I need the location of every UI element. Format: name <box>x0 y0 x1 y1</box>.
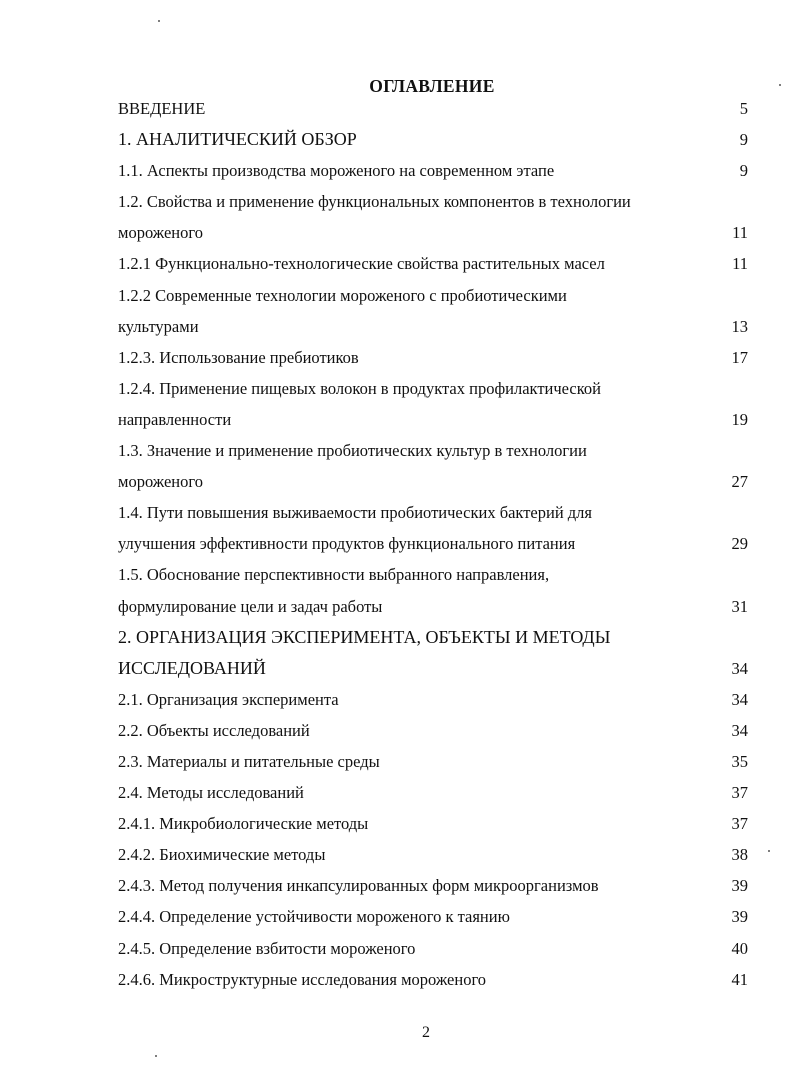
toc-entry <box>118 248 748 279</box>
toc-entry <box>118 124 748 155</box>
toc-entry-text: направленности <box>118 409 232 429</box>
toc-entry-text: 2.4.5. Определение взбитости мороженого <box>118 938 416 958</box>
toc-entry-text: 1.5. Обоснование перспективности выбранного направления, <box>118 565 550 585</box>
toc-entry <box>118 653 748 684</box>
toc-entry <box>118 217 748 248</box>
toc-entry-page: 27 <box>731 472 748 492</box>
toc-entry <box>118 591 748 622</box>
toc-entry <box>118 964 748 995</box>
toc-entry-page: 39 <box>731 876 748 896</box>
toc-entry-page: 37 <box>731 814 748 834</box>
toc-entry <box>118 186 748 217</box>
toc-entry <box>118 280 748 311</box>
toc-entry <box>118 155 748 186</box>
toc-entry-text: 1. АНАЛИТИЧЕСКИЙ ОБЗОР <box>118 129 357 150</box>
toc-entry-page: 11 <box>732 223 748 243</box>
toc-entry-page: 13 <box>731 316 748 336</box>
toc-entry <box>118 466 748 497</box>
toc-entry-text: 1.4. Пути повышения выживаемости пробиотических бактерий для <box>118 503 592 523</box>
toc-entry-page: 31 <box>731 596 748 616</box>
toc-entry <box>118 746 748 777</box>
toc-entry-page: 11 <box>732 254 748 274</box>
scan-speck <box>158 20 160 22</box>
toc-entry <box>118 528 748 559</box>
toc-entry <box>118 559 748 590</box>
toc-entry-text: 1.2.2 Современные технологии мороженого с пробиотическими <box>118 285 567 305</box>
scan-speck <box>155 1055 157 1057</box>
page-number: 2 <box>422 1024 430 1041</box>
toc-entry-page: 29 <box>731 534 748 554</box>
toc-entry-text: 2.3. Материалы и питательные среды <box>118 751 380 771</box>
toc-entry-text: 1.2. Свойства и применение функциональных компонентов в технологии <box>118 192 631 212</box>
toc-entry-page: 37 <box>731 783 748 803</box>
toc-entry-text: мороженого <box>118 223 203 243</box>
toc-entry-text: 2.4.1. Микробиологические методы <box>118 814 369 834</box>
toc-entry-text: 1.1. Аспекты производства мороженого на современном этапе <box>118 161 555 181</box>
toc-entry <box>118 404 748 435</box>
toc-entry <box>118 684 748 715</box>
toc-entry-text: 1.2.3. Использование пребиотиков <box>118 347 359 367</box>
toc-entry-page: 39 <box>731 907 748 927</box>
toc-entry-page: 40 <box>731 938 748 958</box>
toc-entry <box>118 715 748 746</box>
toc-entry-page: 17 <box>731 347 748 367</box>
toc-entry-text: ИССЛЕДОВАНИЙ <box>118 657 266 678</box>
toc-entry-text: 1.3. Значение и применение пробиотических культур в технологии <box>118 441 587 461</box>
toc-entry-text: 2.4.4. Определение устойчивости мороженого к таянию <box>118 907 510 927</box>
toc-entry <box>118 373 748 404</box>
toc-entry <box>118 93 748 124</box>
toc-entry-page: 5 <box>739 99 748 118</box>
toc-entry-text: культурами <box>118 316 199 336</box>
toc-entry <box>118 808 748 839</box>
toc-entry-text: ВВЕДЕНИЕ <box>118 99 206 118</box>
table-of-contents <box>118 93 748 995</box>
toc-entry-text: 1.2.1 Функционально-технологические свойства растительных масел <box>118 254 605 274</box>
toc-entry-text: формулирование цели и задач работы <box>118 596 383 616</box>
toc-entry <box>118 342 748 373</box>
toc-entry-text: 2.1. Организация эксперимента <box>118 689 339 709</box>
toc-entry-text: 2.4.2. Биохимические методы <box>118 845 326 865</box>
toc-entry <box>118 497 748 528</box>
toc-entry <box>118 622 748 653</box>
toc-entry-page: 38 <box>731 845 748 865</box>
toc-entry <box>118 901 748 932</box>
toc-entry-text: 2.4.6. Микроструктурные исследования мороженого <box>118 969 487 989</box>
toc-entry-page: 41 <box>731 969 748 989</box>
toc-entry-page: 35 <box>731 751 748 771</box>
toc-entry-text: 2. ОРГАНИЗАЦИЯ ЭКСПЕРИМЕНТА, ОБЪЕКТЫ И МЕТОДЫ <box>118 626 611 647</box>
toc-entry <box>118 839 748 870</box>
toc-entry-text: улучшения эффективности продуктов функционального питания <box>118 534 576 554</box>
scan-speck <box>768 850 770 852</box>
toc-entry-page: 34 <box>731 689 748 709</box>
toc-entry-text: 2.2. Объекты исследований <box>118 720 310 740</box>
toc-entry-text: 2.4. Методы исследований <box>118 783 304 803</box>
toc-entry-page: 9 <box>739 130 748 150</box>
toc-entry-text: 1.2.4. Применение пищевых волокон в продуктах профилактической <box>118 378 601 398</box>
toc-entry-text: 2.4.3. Метод получения инкапсулированных форм микроорганизмов <box>118 876 599 896</box>
toc-entry-page: 34 <box>731 658 748 678</box>
toc-entry-page: 19 <box>731 409 748 429</box>
toc-title: ОГЛАВЛЕНИЕ <box>369 76 495 96</box>
toc-entry <box>118 933 748 964</box>
toc-entry-page: 9 <box>739 161 748 181</box>
toc-entry-text: мороженого <box>118 472 203 492</box>
toc-entry-page: 34 <box>731 720 748 740</box>
toc-entry <box>118 435 748 466</box>
toc-entry <box>118 777 748 808</box>
toc-entry <box>118 870 748 901</box>
toc-entry <box>118 311 748 342</box>
